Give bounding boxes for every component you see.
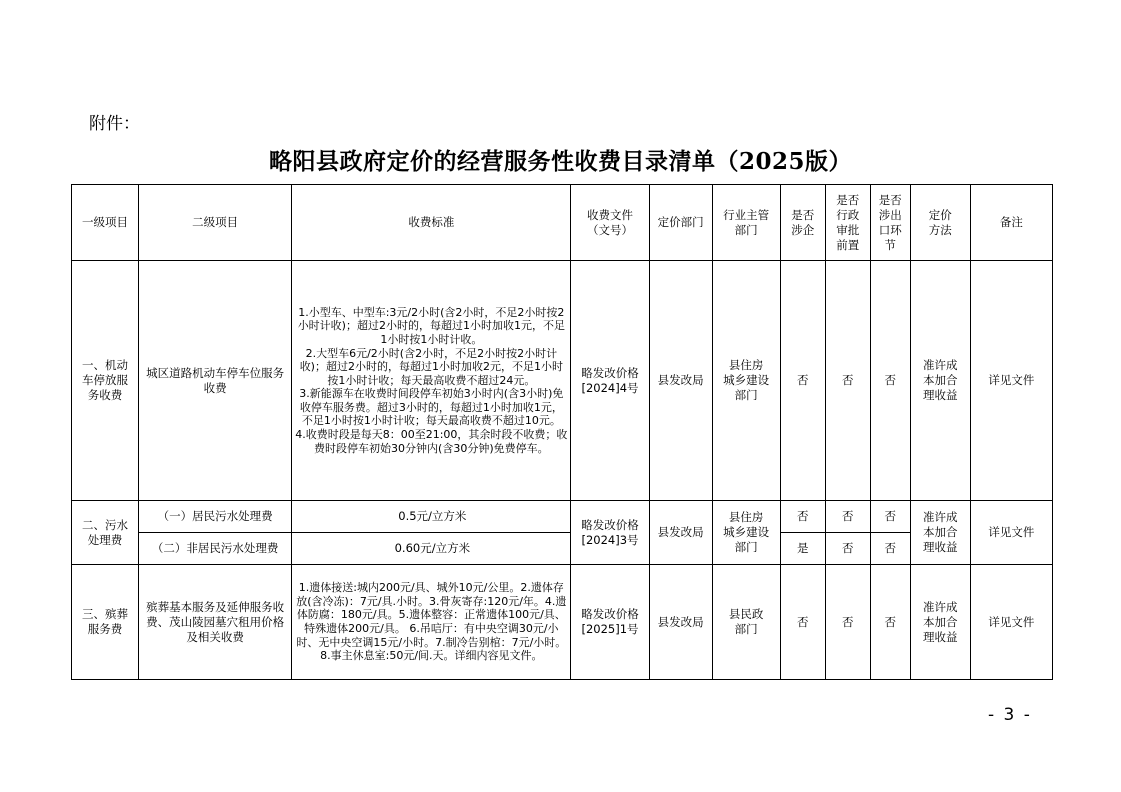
funeral-level1: 三、殡葬 服务费	[72, 565, 139, 680]
parking-admin-approval: 否	[825, 261, 870, 501]
header-export: 是否 涉出 口环 节	[870, 185, 910, 261]
parking-involves-enterprise: 否	[780, 261, 825, 501]
funeral-method: 准许成 本加合 理收益	[910, 565, 970, 680]
header-involves-enterprise: 是否 涉企	[780, 185, 825, 261]
attachment-label: 附件：	[89, 114, 140, 134]
parking-industry-dept: 县住房 城乡建设 部门	[712, 261, 780, 501]
sewage-dept: 县发改局	[649, 501, 712, 565]
funeral-remark: 详见文件	[970, 565, 1052, 680]
funeral-involves-enterprise: 否	[780, 565, 825, 680]
funeral-level2: 殡葬基本服务及延伸服务收费、茂山陵园墓穴租用价格及相关收费	[139, 565, 292, 680]
header-row	[72, 185, 1053, 261]
sewage-sub2-export: 否	[870, 533, 910, 565]
document-title: 略阳县政府定价的经营服务性收费目录清单（2025版）	[268, 148, 852, 175]
parking-standard: 1.小型车、中型车:3元/2小时(含2小时，不足2小时按2小时计收)；超过2小时的，每超过1小时加收1元，不足1小时按1小时计收。 2.大型车6元/2小时(含2小时，不足2小时按2小时计收)；超过2小时的，每超过1小时加收2元，不足1小时按1小时计收；每天最高收费不超过24元。 3.新能源车在收费时间段停车初始3小时内(含3小时)免收停车服务费。超过3小时的，每超过1小时加收1元，不足1小时按1小时计收；每天最高收费不超过10元。 4.收费时段是每天8：00至21:00，其余时段不收费；收费时段停车初始30分钟内(含30分钟)免费停车。	[292, 261, 571, 501]
sewage-sub1-involves-enterprise: 否	[780, 501, 825, 533]
page-number: - 3 -	[988, 705, 1032, 725]
sewage-sub2-level2: （二）非居民污水处理费	[139, 533, 292, 565]
sewage-industry-dept: 县住房 城乡建设 部门	[712, 501, 780, 565]
sewage-sub1-level2: （一）居民污水处理费	[139, 501, 292, 533]
funeral-export: 否	[870, 565, 910, 680]
parking-dept: 县发改局	[649, 261, 712, 501]
parking-method: 准许成 本加合 理收益	[910, 261, 970, 501]
parking-export: 否	[870, 261, 910, 501]
sewage-sub2-standard: 0.60元/立方米	[292, 533, 571, 565]
sewage-sub1-export: 否	[870, 501, 910, 533]
sewage-sub1-standard: 0.5元/立方米	[292, 501, 571, 533]
parking-level1: 一、机动 车停放服 务收费	[72, 261, 139, 501]
sewage-level1: 二、污水 处理费	[72, 501, 139, 565]
parking-doc: 略发改价格 [2024]4号	[571, 261, 649, 501]
header-level1: 一级项目	[72, 185, 139, 261]
parking-remark: 详见文件	[970, 261, 1052, 501]
sewage-doc: 略发改价格 [2024]3号	[571, 501, 649, 565]
header-standard: 收费标准	[292, 185, 571, 261]
funeral-standard: 1.遗体接送:城内200元/具、城外10元/公里。2.遗体存放(含冷冻)：7元/具.小时。3.骨灰寄存:120元/年。4.遗体防腐：180元/具。5.遗体整容：正常遗体100元/具、特殊遗体200元/具。 6.吊唁厅：有中央空调30元/小时、无中央空调15元/小时。7.制冷告别棺：7元/小时。8.事主休息室:50元/间.天。详细内容见文件。	[292, 565, 571, 680]
funeral-admin-approval: 否	[825, 565, 870, 680]
table-row-parking	[72, 261, 1053, 501]
table-row-sewage-1	[72, 501, 1053, 533]
header-industry-dept: 行业主管 部门	[712, 185, 780, 261]
sewage-remark: 详见文件	[970, 501, 1052, 565]
header-remark: 备注	[970, 185, 1052, 261]
funeral-industry-dept: 县民政 部门	[712, 565, 780, 680]
parking-level2: 城区道路机动车停车位服务收费	[139, 261, 292, 501]
header-method: 定价 方法	[910, 185, 970, 261]
header-level2: 二级项目	[139, 185, 292, 261]
header-doc: 收费文件 （文号）	[571, 185, 649, 261]
fee-catalog-table	[71, 184, 1053, 680]
sewage-sub1-admin-approval: 否	[825, 501, 870, 533]
table-row-sewage-2	[72, 533, 1053, 565]
header-admin-approval: 是否 行政 审批 前置	[825, 185, 870, 261]
sewage-sub2-admin-approval: 否	[825, 533, 870, 565]
sewage-sub2-involves-enterprise: 是	[780, 533, 825, 565]
funeral-doc: 略发改价格 [2025]1号	[571, 565, 649, 680]
funeral-dept: 县发改局	[649, 565, 712, 680]
sewage-method: 准许成 本加合 理收益	[910, 501, 970, 565]
table-row-funeral	[72, 565, 1053, 680]
header-dept: 定价部门	[649, 185, 712, 261]
